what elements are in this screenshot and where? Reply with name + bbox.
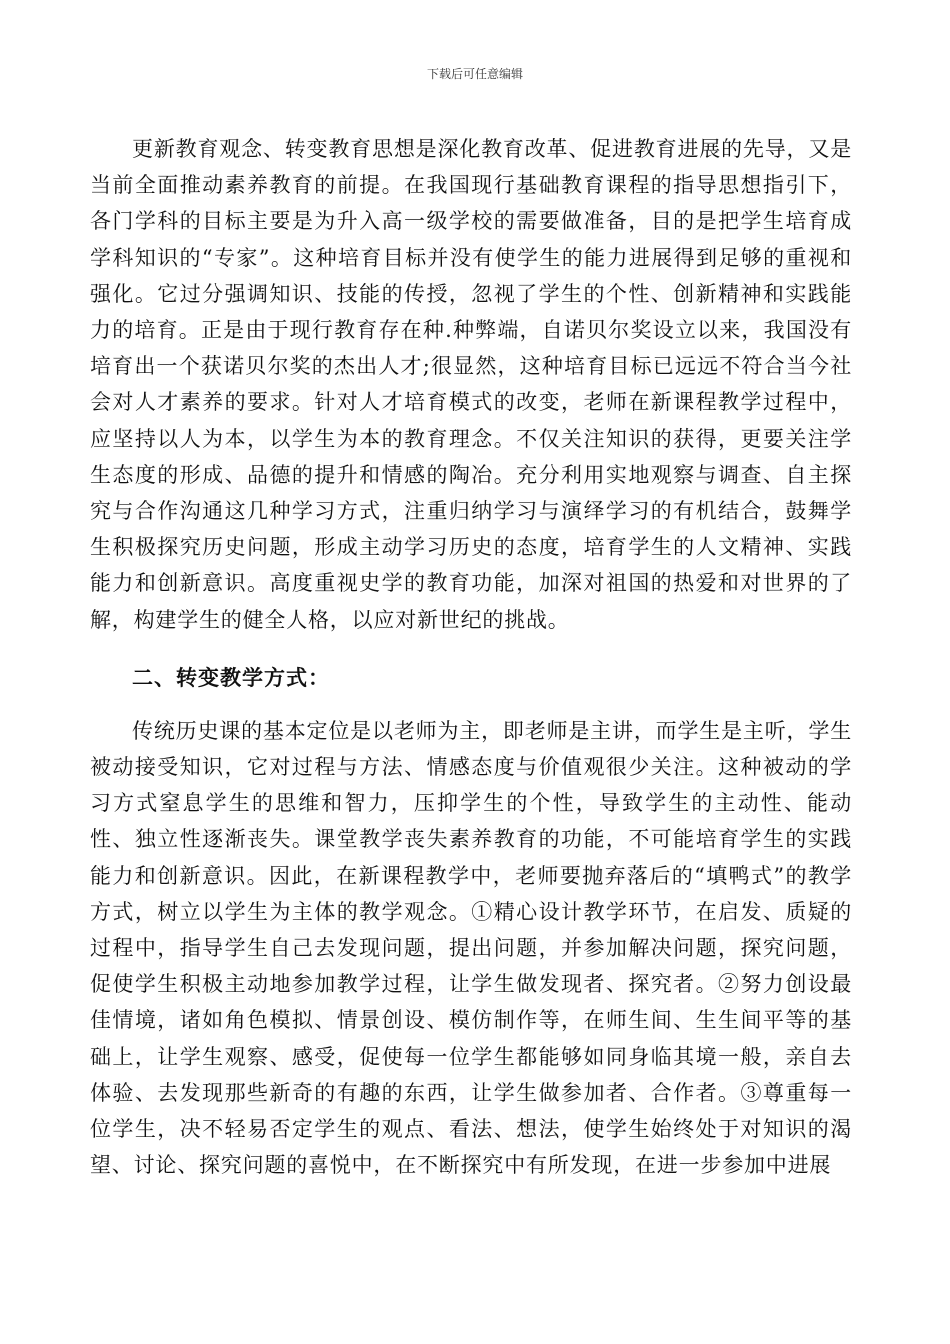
header-note: 下载后可任意编辑 [426, 67, 523, 81]
paragraph-education-concepts: 更新教育观念、转变教育思想是深化教育改革、促进教育进展的先导，又是当前全面推动素养教育的前提。在我国现行基础教育课程的指导思想指引下，各门学科的目标主要是为升入高一级学校的需要做准备，目的是把学生培育成学科知识的“专家”。这种培育目标并没有使学生的能力进展得到足够的重视和强化。它过分强调知识、技能的传授，忽视了学生的个性、创新精神和实践能力的培育。正是由于现行教育存在种.种弊端，自诺贝尔奖设立以来，我国没有培育出一个获诺贝尔奖的杰出人才;很显然，这种培育目标已远远不符合当今社会对人才素养的要求。针对人才培育模式的改变，老师在新课程教学过程中，应坚持以人为本，以学生为本的教育理念。不仅关注知识的获得，更要关注学生态度的形成、品德的提升和情感的陶冶。充分利用实地观察与调查、自主探究与合作沟通这几种学习方式，注重归纳学习与演绎学习的有机结合，鼓舞学生积极探究历史问题，形成主动学习历史的态度，培育学生的人文精神、实践能力和创新意识。高度重视史学的教育功能，加深对祖国的热爱和对世界的了解，构建学生的健全人格，以应对新世纪的挑战。 [90, 137, 852, 632]
document-body [90, 131, 852, 1183]
paragraph-teaching-methods: 传统历史课的基本定位是以老师为主，即老师是主讲，而学生是主听，学生被动接受知识，它对过程与方法、情感态度与价值观很少关注。这种被动的学习方式窒息学生的思维和智力，压抑学生的个性，导致学生的主动性、能动性、独立性逐渐丧失。课堂教学丧失素养教育的功能，不可能培育学生的实践能力和创新意识。因此，在新课程教学中，老师要抛弃落后的“填鸭式”的教学方式，树立以学生为主体的教学观念。①精心设计教学环节，在启发、质疑的过程中，指导学生自己去发现问题，提出问题，并参加解决问题，探究问题，促使学生积极主动地参加教学过程，让学生做发现者、探究者。②努力创设最佳情境，诸如角色模拟、情景创设、模仿制作等，在师生间、生生间平等的基础上，让学生观察、感受，促使每一位学生都能够如同身临其境一般，亲自去体验、去发现那些新奇的有趣的东西，让学生做参加者、合作者。③尊重每一位学生，决不轻易否定学生的观点、看法、想法，使学生始终处于对知识的渴望、讨论、探究问题的喜悦中，在不断探究中有所发现，在进一步参加中进展 [90, 718, 852, 1178]
section-heading-teaching-methods: 二、转变教学方式： [132, 664, 330, 690]
